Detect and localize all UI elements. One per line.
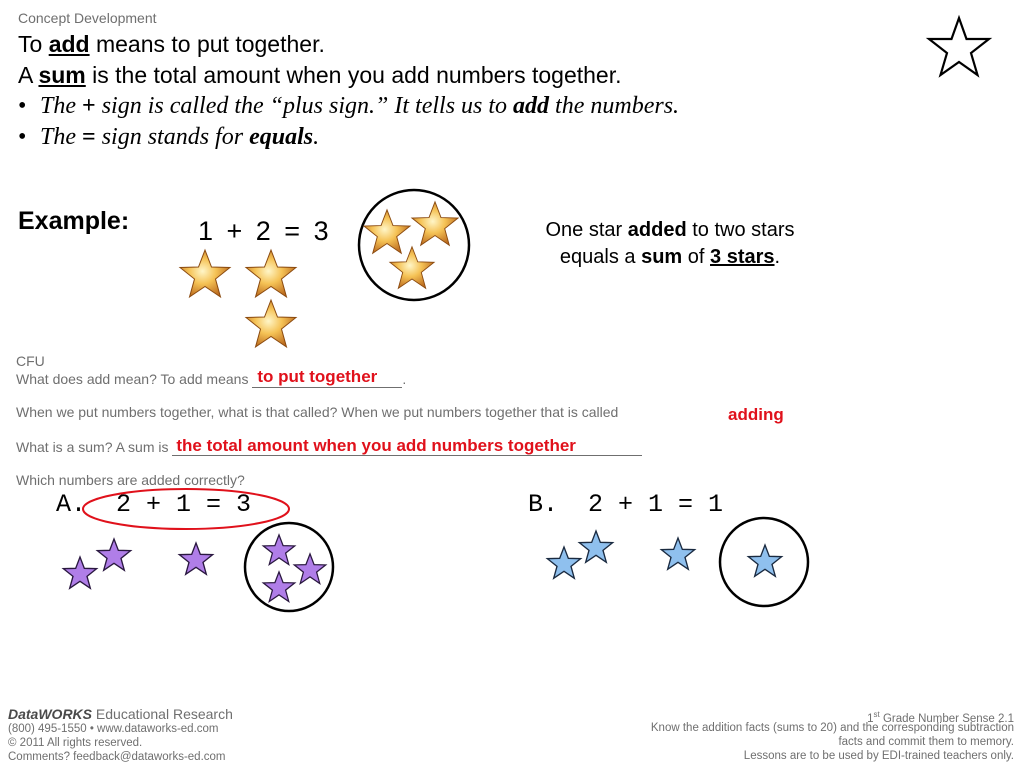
example-equation: 1 + 2 = 3 (198, 216, 329, 246)
purple-star-icon (62, 555, 98, 591)
standard-line-2: facts and commit them to memory. (838, 736, 1014, 748)
question-text: When we put numbers together, what is that called? When we put numbers together that is called (16, 404, 619, 420)
answer-blank (252, 367, 402, 388)
cfu-question-4: Which numbers are added correctly? (16, 472, 245, 488)
example-label: Example: (18, 207, 130, 235)
gold-star-icon (178, 248, 232, 300)
bullet-equals-sign (18, 124, 319, 151)
blue-star-icon (546, 545, 582, 581)
option-b: B. 2 + 1 = 1 (528, 490, 724, 519)
keyword: 3 stars (710, 246, 775, 268)
purple-star-icon (262, 533, 296, 567)
answer-text: to put together (257, 367, 378, 386)
answer-text: the total amount when you add numbers together (176, 436, 576, 455)
purple-star-icon (178, 541, 214, 577)
plus-sign: + (82, 93, 96, 119)
outline-star-icon (926, 16, 992, 78)
definition-sum (18, 62, 622, 89)
purple-star-icon (262, 570, 296, 604)
desc-line-1 (510, 217, 830, 244)
text: equals a (559, 246, 642, 268)
cfu-question-3 (16, 436, 642, 456)
text: One star (545, 219, 628, 241)
cfu-question-1 (16, 367, 407, 388)
question-text: What does add mean? To add means (16, 371, 249, 387)
footer-comments: Comments? feedback@dataworks-ed.com (8, 751, 226, 763)
brand-name: DataWORKS (8, 706, 93, 722)
keyword: add (513, 93, 550, 119)
purple-star-icon (293, 552, 327, 586)
usage-note: Lessons are to be used by EDI-trained teachers only. (743, 750, 1014, 762)
grade-number: 1 (867, 712, 874, 725)
desc-line-2 (510, 244, 830, 271)
gold-star-icon (388, 245, 436, 291)
standard-line-1: Know the addition facts (sums to 20) and the corresponding subtraction (650, 722, 1014, 734)
blue-star-icon (660, 536, 696, 572)
text: . (402, 371, 407, 387)
answer-text: adding (728, 405, 784, 424)
text: sign stands for (95, 124, 250, 150)
footer-phone: (800) 495-1550 • www.dataworks-ed.com (8, 723, 219, 735)
keyword: sum (641, 246, 683, 268)
bullet-icon: • (18, 124, 27, 150)
answer-blank (172, 436, 642, 456)
bullet-icon: • (18, 93, 27, 119)
text: to two stars (686, 219, 795, 241)
keyword: equals (249, 124, 314, 150)
text: The (40, 124, 82, 150)
blue-star-icon (747, 543, 783, 579)
text: the numbers. (549, 93, 680, 119)
definition-add (18, 31, 325, 58)
text: is the total amount when you add numbers together. (85, 62, 622, 88)
keyword-add: add (48, 31, 90, 57)
text: means to put together. (89, 31, 325, 57)
cfu-label: CFU (16, 353, 45, 369)
option-a: A. 2 + 1 = 3 (56, 490, 252, 519)
example-description (510, 217, 830, 271)
gold-star-icon (244, 298, 298, 350)
text: . (313, 124, 320, 150)
keyword-sum: sum (38, 62, 86, 88)
footer-copyright: © 2011 All rights reserved. (8, 737, 143, 749)
text: . (774, 246, 781, 268)
question-text: What is a sum? A sum is (16, 439, 169, 455)
blue-star-icon (578, 529, 614, 565)
brand (8, 706, 233, 722)
text: A (18, 62, 39, 88)
text: The (40, 93, 82, 119)
section-title: Concept Development (18, 10, 157, 26)
text: of (682, 246, 711, 268)
purple-star-icon (96, 537, 132, 573)
text: To (18, 31, 49, 57)
gold-star-icon (244, 248, 298, 300)
brand-rest: Educational Research (92, 706, 233, 722)
bullet-plus-sign (18, 93, 679, 120)
grade-suffix: st (873, 710, 880, 719)
text: sign is called the “plus sign.” It tells us to (95, 93, 514, 119)
keyword: added (627, 219, 687, 241)
gold-star-icon (410, 200, 460, 248)
cfu-question-2 (16, 404, 618, 420)
standard-name: Grade Number Sense 2.1 (879, 712, 1014, 725)
equals-sign: = (82, 124, 96, 150)
